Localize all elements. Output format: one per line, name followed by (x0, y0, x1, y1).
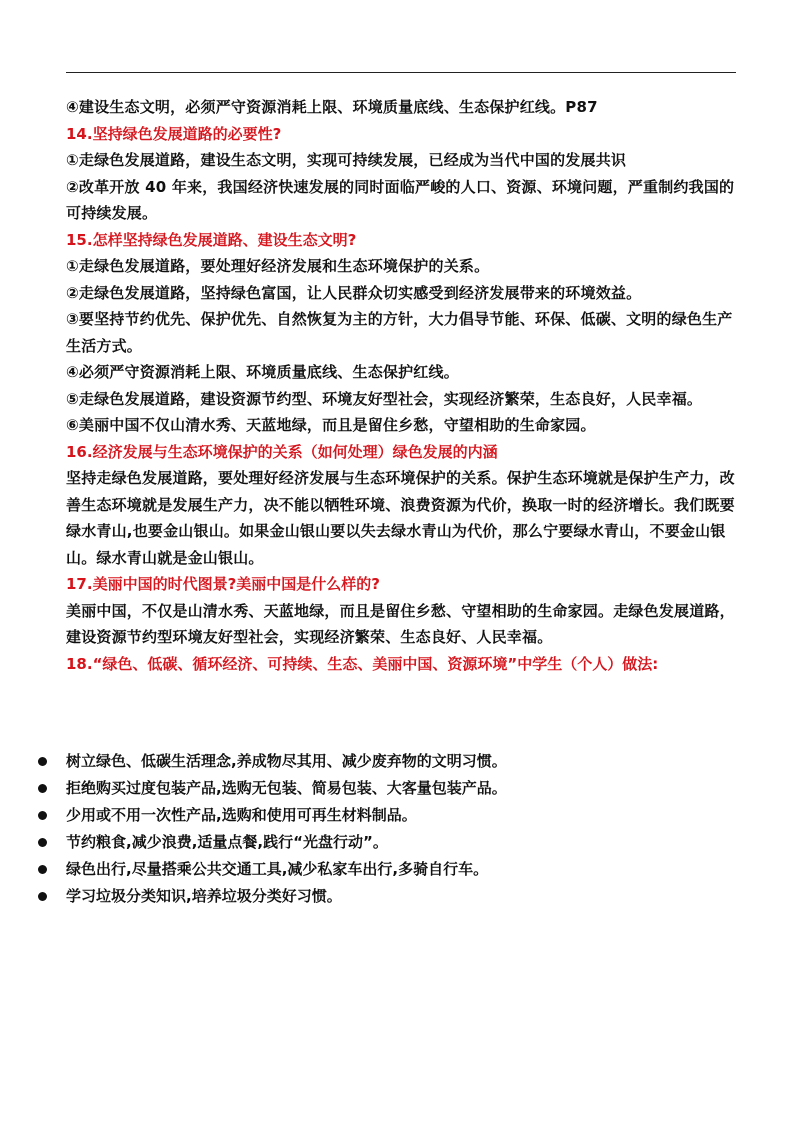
heading-18: 18.“绿色、低碳、循环经济、可持续、生态、美丽中国、资源环境”中学生（个人）做法: (66, 654, 659, 673)
text-paragraph: ⑤走绿色发展道路，建设资源节约型、环境友好型社会，实现经济繁荣，生态良好，人民幸福。 (66, 389, 703, 408)
text-line: ①走绿色发展道路，建设生态文明，实现可持续发展，已经成为当代中国的发展共识 (66, 151, 627, 169)
list-item (38, 883, 738, 910)
heading-15: 15.怎样坚持绿色发展道路、建设生态文明? (66, 230, 357, 249)
header-rule (66, 72, 736, 73)
text-paragraph: 美丽中国，不仅是山清水秀、天蓝地绿，而且是留住乡愁、守望相助的生命家园。走绿色发展道路，建设资源节约型环境友好型社会，实现经济繁荣、生态良好、人民幸福。 (66, 601, 735, 646)
text-paragraph: ③要坚持节约优先、保护优先、自然恢复为主的方针，大力倡导节能、环保、低碳、文明的绿色生产生活方式。 (66, 310, 733, 355)
bullet-icon (38, 757, 47, 766)
list-item-text: 绿色出行,尽量搭乘公共交通工具,减少私家车出行,多骑自行车。 (66, 860, 489, 878)
bullet-icon (38, 811, 47, 820)
list-item-text: 学习垃圾分类知识,培养垃圾分类好习惯。 (66, 887, 342, 905)
document-content (66, 94, 738, 677)
text-line: ④必须严守资源消耗上限、环境质量底线、生态保护红线。 (66, 363, 459, 381)
bullet-icon (38, 892, 47, 901)
list-item (38, 802, 738, 829)
heading-17: 17.美丽中国的时代图景?美丽中国是什么样的? (66, 575, 380, 593)
text-line: ④建设生态文明，必须严守资源消耗上限、环境质量底线、生态保护红线。P87 (66, 98, 598, 116)
text-paragraph: 坚持走绿色发展道路，要处理好经济发展与生态环境保护的关系。保护生态环境就是保护生产力，改善生态环境就是发展生产力，决不能以牺牲环境、浪费资源为代价，换取一时的经济增长。我们既要绿水青山,也要金山银山。如果金山银山要以失去绿水青山为代价，那么宁要绿水青山，不要金山银山。绿水青山就是金山银山。 (66, 469, 735, 567)
bullet-icon (38, 838, 47, 847)
list-item (38, 856, 738, 883)
bullet-icon (38, 865, 47, 874)
list-item-text: 节约粮食,减少浪费,适量点餐,践行“光盘行动”。 (66, 833, 388, 851)
heading-16: 16.经济发展与生态环境保护的关系（如何处理）绿色发展的内涵 (66, 442, 498, 461)
list-item-text: 树立绿色、低碳生活理念,养成物尽其用、减少废弃物的文明习惯。 (66, 752, 507, 770)
list-item-text: 少用或不用一次性产品,选购和使用可再生材料制品。 (66, 806, 417, 824)
list-item (38, 775, 738, 802)
text-line: ②走绿色发展道路，坚持绿色富国，让人民群众切实感受到经济发展带来的环境效益。 (66, 283, 642, 302)
text-line: ①走绿色发展道路，要处理好经济发展和生态环境保护的关系。 (66, 257, 490, 275)
list-item-text: 拒绝购买过度包装产品,选购无包装、简易包装、大客量包装产品。 (66, 779, 507, 797)
bullet-list (38, 748, 738, 910)
list-item (38, 748, 738, 775)
text-line: ⑥美丽中国不仅山清水秀、天蓝地绿，而且是留住乡愁，守望相助的生命家园。 (66, 416, 596, 434)
bullet-icon (38, 784, 47, 793)
text-paragraph: ②改革开放 40 年来，我国经济快速发展的同时面临严峻的人口、资源、环境问题，严重制约我国的可持续发展。 (66, 177, 735, 222)
list-item (38, 829, 738, 856)
heading-14: 14.坚持绿色发展道路的必要性? (66, 124, 282, 143)
